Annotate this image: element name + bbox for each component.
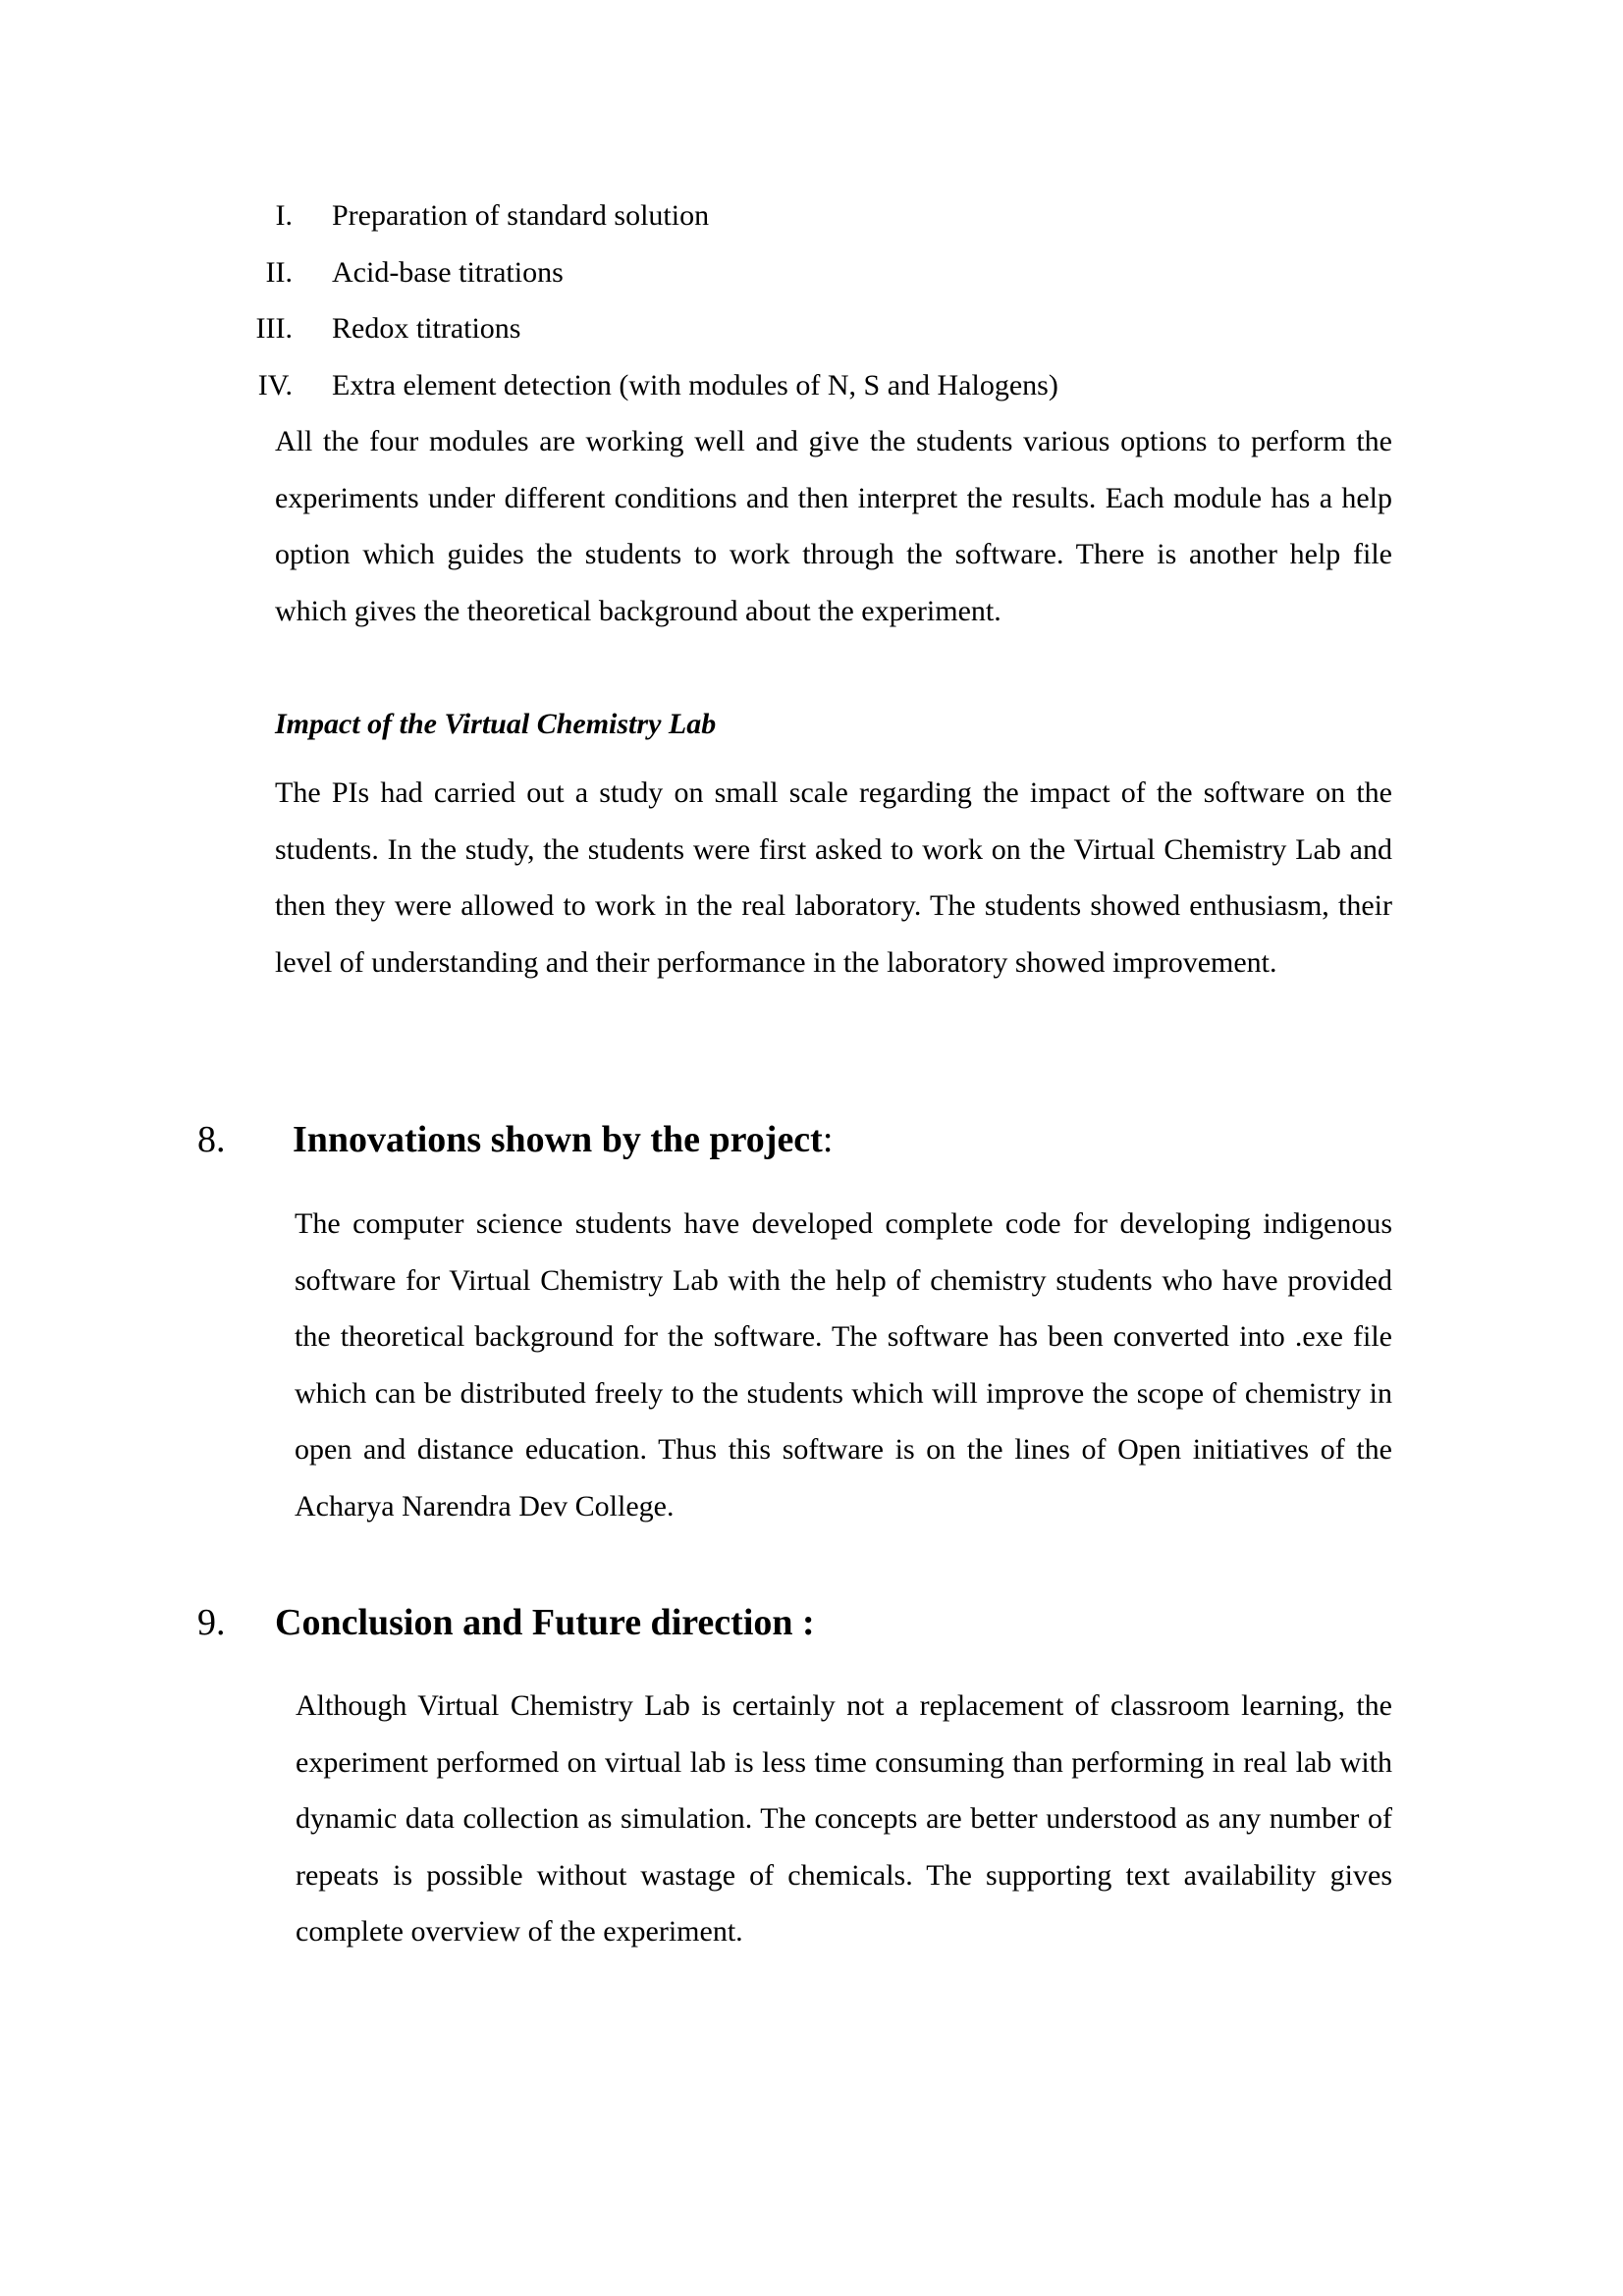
module-list-item xyxy=(236,357,1394,414)
list-numeral: II. xyxy=(265,255,293,289)
section-9-heading xyxy=(0,1598,1623,1647)
section-number: 8. xyxy=(197,1119,226,1160)
impact-paragraph: The PIs had carried out a study on small scale regarding the impact of the software on the students. In the study, the students were first asked to work on the Virtual Chemistry Lab and then they were allowed to work in the real laboratory. The students showed enthusiasm, their level of understanding and their performance in the laboratory showed improvement. xyxy=(275,776,1392,979)
list-numeral: IV. xyxy=(257,368,293,401)
conclusion-paragraph: Although Virtual Chemistry Lab is certainly not a replacement of classroom learning, the experiment performed on virtual lab is less time consuming than performing in real lab with dynamic data collection as simulation. The concepts are better understood as any number of repeats is possible without wastage of chemicals. The supporting text availability gives complete overview of the experiment. xyxy=(296,1689,1392,1948)
section-title-text: Innovations shown by the project xyxy=(293,1119,823,1160)
modules-paragraph: All the four modules are working well and give the students various options to perform the experiments under different conditions and then interpret the results. Each module has a help option which guides the students to work through the software. There is another help file which gives the theoretical background about the experiment. xyxy=(275,425,1392,627)
impact-subheading: Impact of the Virtual Chemistry Lab xyxy=(275,708,717,740)
list-item-text: Preparation of standard solution xyxy=(332,199,710,232)
list-numeral: I. xyxy=(275,199,293,232)
module-list-item xyxy=(236,187,1394,244)
list-item-text: Extra element detection (with modules of N, S and Halogens) xyxy=(332,368,1058,401)
list-numeral: III. xyxy=(255,312,293,345)
module-list xyxy=(236,187,1394,413)
section-title xyxy=(293,1115,833,1164)
innovations-paragraph: The computer science students have developed complete code for developing indigenous software for Virtual Chemistry Lab with the help of chemistry students who have provided the theoretical background for the software. The software has been converted into .exe file which can be distributed freely to the students which will improve the scope of chemistry in open and distance education. Thus this software is on the lines of Open initiatives of the Acharya Narendra Dev College. xyxy=(295,1207,1392,1522)
section-8-heading xyxy=(0,1115,1623,1164)
module-list-item xyxy=(236,244,1394,301)
list-item-text: Acid-base titrations xyxy=(332,255,564,289)
section-title: Conclusion and Future direction : xyxy=(275,1602,815,1643)
section-title-colon: : xyxy=(822,1119,834,1160)
list-item-text: Redox titrations xyxy=(332,312,521,345)
section-number: 9. xyxy=(197,1602,226,1643)
module-list-item xyxy=(236,300,1394,357)
